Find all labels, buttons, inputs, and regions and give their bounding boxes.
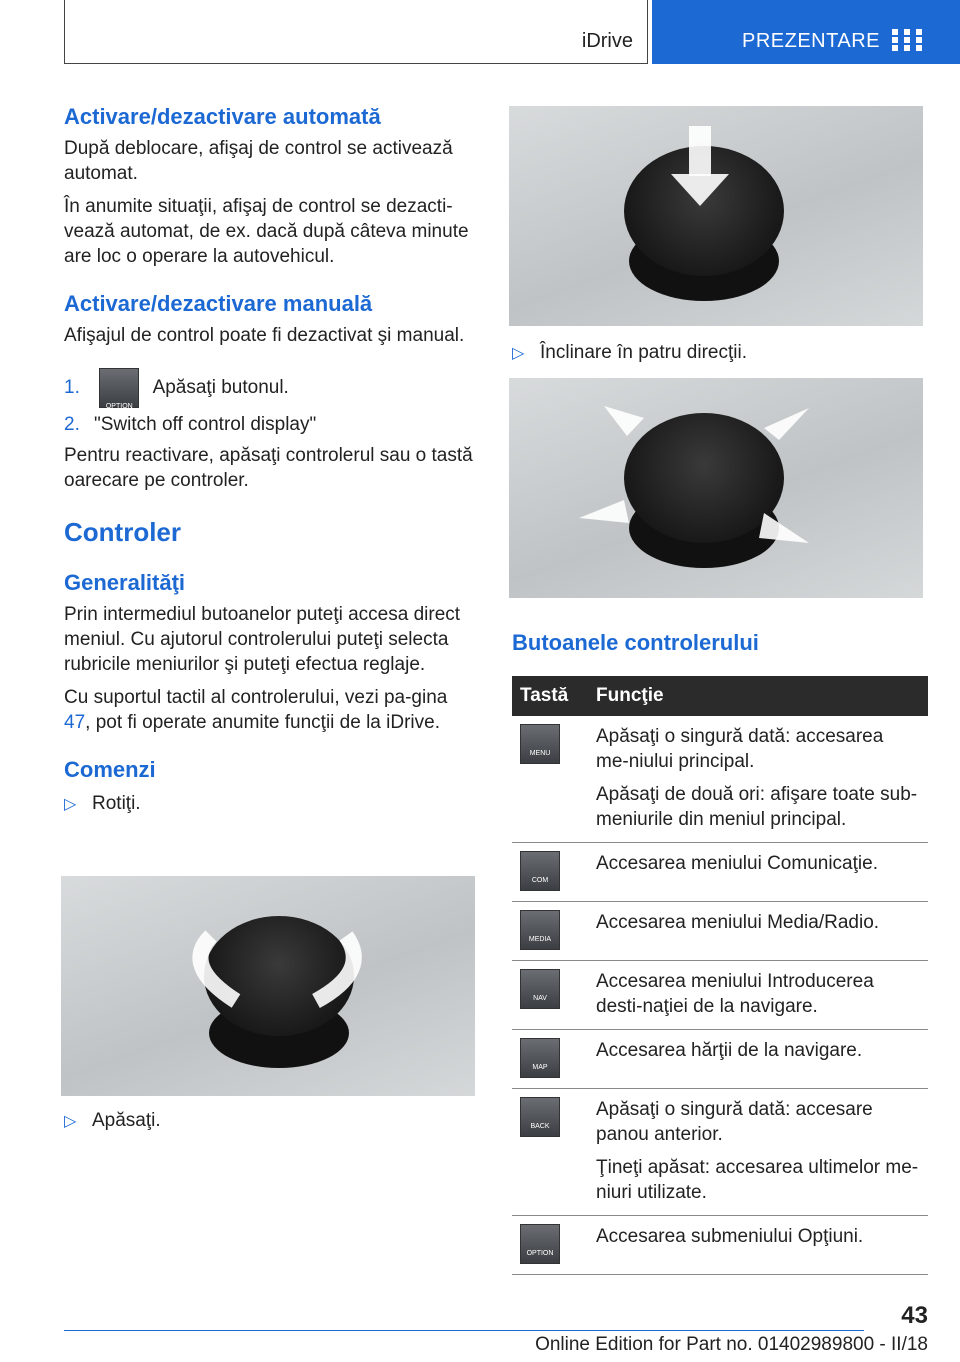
footer-rule [64,1330,864,1331]
cmd-press: ▷ Apăsaţi. [64,1108,161,1134]
back-button-icon: BACK [520,1097,560,1137]
nav-button-icon: NAV [520,969,560,1009]
heading-manual: Activare/dezactivare manuală [64,291,373,316]
step-1 [64,366,474,410]
step-2-number: 2. [64,414,80,435]
function-text: Accesarea meniului Introducerea desti-naţiei de la navigare. [596,971,874,1017]
table-row [512,961,928,1030]
para-reactivate: Pentru reactivare, apăsaţi controlerul sau o tastă oarecare pe controler. [64,445,473,491]
bullet-triangle-icon: ▷ [64,796,77,813]
table-row [512,902,928,961]
para-manual: Afişajul de control poate fi dezactivat şi manual. [64,325,465,346]
function-text: Apăsaţi de două ori: afişare toate sub-meniurile din meniul principal. [596,784,918,830]
para-auto-1: După deblocare, afişaj de control se activează automat. [64,138,453,184]
photo-rotate [61,876,475,1096]
heading-controler: Controler [64,517,181,547]
option-button-icon: OPTION [520,1224,560,1264]
table-row [512,1030,928,1089]
map-button-icon: MAP [520,1038,560,1078]
press-arrow-icon [509,106,923,326]
page-number: 43 [901,1302,928,1329]
function-text: Accesarea hărţii de la navigare. [596,1040,863,1061]
buttons-table [512,676,928,1275]
function-text: Apăsaţi o singură dată: accesarea me-niului principal. [596,726,884,772]
section-title: iDrive [581,30,633,52]
function-text: Apăsaţi o singură dată: accesare panou anterior. [596,1099,873,1145]
footer-edition: Online Edition for Part no. 01402989800 - II/18 [535,1334,928,1355]
function-text: Ţineţi apăsat: accesarea ultimelor me-niuri utilizate. [596,1157,919,1203]
left-column [64,104,474,817]
rotate-arrows-icon [61,876,475,1096]
com-button-icon: COM [520,851,560,891]
photo-press [509,106,923,326]
table-row [512,843,928,902]
cmd-rotate: ▷ Rotiţi. [64,791,474,817]
bullet-triangle-icon: ▷ [512,345,525,362]
para-general-2: Cu suportul tactil al controlerului, vezi pa-gina 47, pot fi operate anumite funcţii de la iDrive. [64,687,448,733]
cmd-tilt: ▷ Înclinare în patru direcţii. [512,340,747,366]
header-left-box [64,0,648,64]
function-text: Accesarea meniului Comunicaţie. [596,853,878,874]
function-text: Accesarea meniului Media/Radio. [596,912,880,933]
heading-auto: Activare/dezactivare automată [64,104,381,129]
table-row [512,1089,928,1216]
media-button-icon: MEDIA [520,910,560,950]
heading-general: Generalităţi [64,570,186,595]
heading-comenzi: Comenzi [64,757,156,782]
option-button-icon: OPTION [99,368,139,408]
bullet-triangle-icon: ▷ [64,1113,77,1130]
step-1-text: Apăsaţi butonul. [152,377,289,398]
table-header-function: Funcţie [588,676,928,716]
function-text: Accesarea submeniului Opţiuni. [596,1226,864,1247]
menu-button-icon: MENU [520,724,560,764]
heading-buttons: Butoanele controlerului [512,630,759,655]
chapter-title: PREZENTARE [742,30,880,52]
page-link-47[interactable]: 47 [64,712,86,733]
table-row [512,716,928,843]
table-row [512,1216,928,1275]
step-2-text: "Switch off control display" [94,414,317,435]
para-general-1: Prin intermediul butoanelor puteţi accesa direct meniul. Cu ajutorul controlerului puteţi selecta rubricile meniurilor şi puteţi efectua reglaje. [64,604,461,675]
chapter-tab[interactable] [652,0,960,64]
table-header-key: Tastă [512,676,588,716]
step-1-number: 1. [64,377,80,398]
tilt-arrows-icon [509,378,923,598]
para-auto-2: În anumite situaţii, afişaj de control se dezacti-vează automat, de ex. dacă după câteva minute are loc o operare la autovehicul. [64,196,469,267]
grid-menu-icon [892,29,922,51]
photo-tilt [509,378,923,598]
